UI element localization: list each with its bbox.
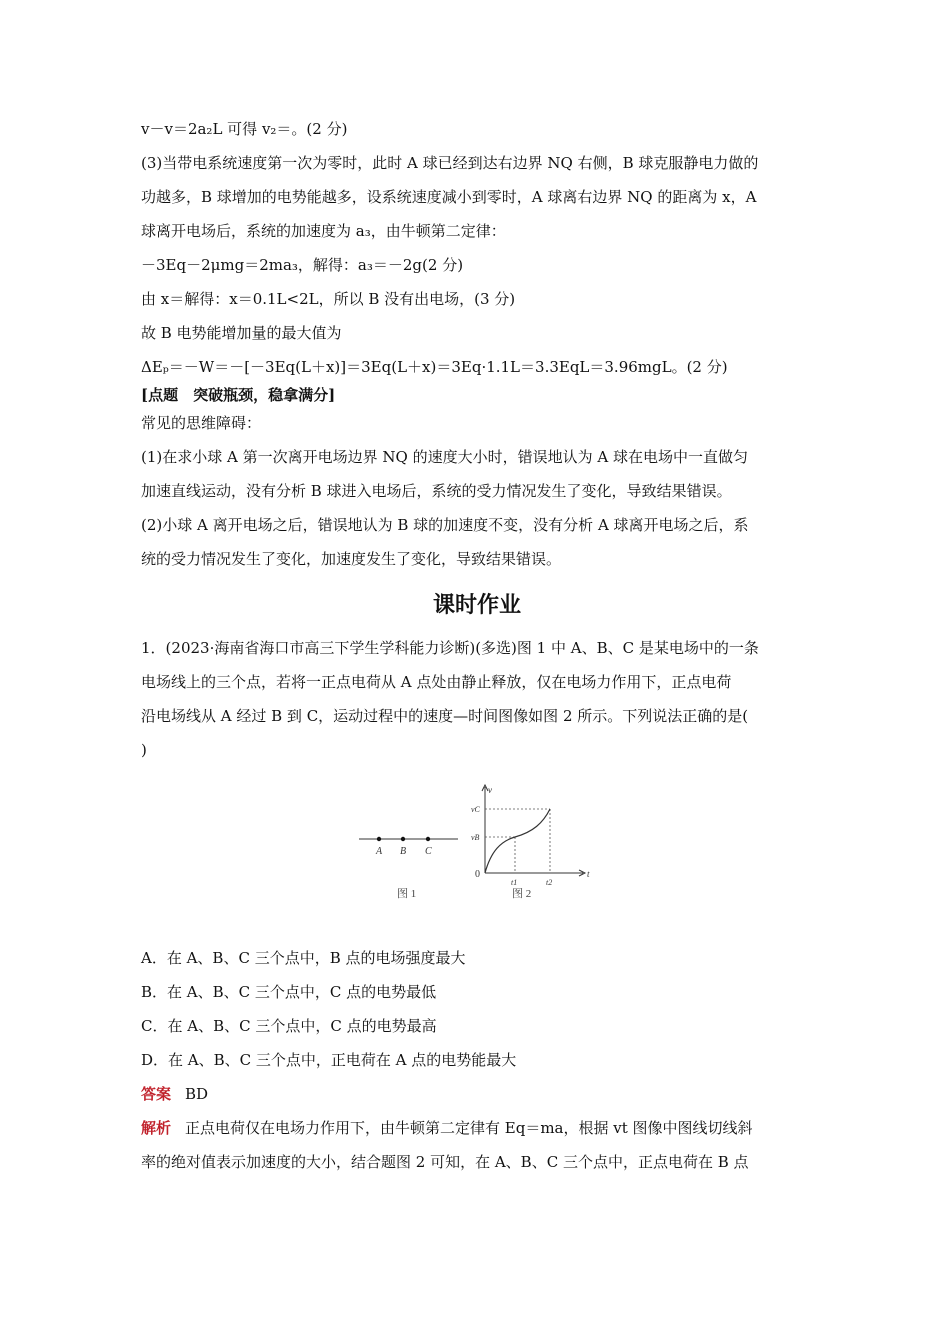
option-a: A．在 A、B、C 三个点中，B 点的电场强度最大 — [141, 949, 466, 967]
document-page — [141, 118, 813, 1173]
option-c: C．在 A、B、C 三个点中，C 点的电势最高 — [141, 1017, 437, 1035]
point-b-label: B — [400, 846, 407, 857]
answer-label: 答案 — [141, 1085, 172, 1103]
solution-line: －3Eq－2μmg＝2ma₃，解得：a₃＝－2g(2 分) — [141, 256, 464, 274]
solution-line: 功越多，B 球增加的电势能越多，设系统速度减小到零时，A 球离右边界 NQ 的距离为 x，A — [141, 188, 757, 206]
solution-line: v－v＝2a₂L 可得 v₂＝。(2 分) — [141, 120, 348, 138]
question-line: 沿电场线从 A 经过 B 到 C，运动过程中的速度—时间图像如图 2 所示。下列说法正确的是( — [141, 707, 749, 725]
question-figure — [141, 779, 813, 925]
t1-label: t1 — [511, 878, 518, 887]
question-line: 1．(2023·海南省海口市高三下学生学科能力诊断)(多选)图 1 中 A、B、C 是某电场中的一条 — [141, 639, 759, 657]
question-line: ) — [141, 741, 147, 759]
analysis-line — [141, 1117, 813, 1139]
tip-line: 常见的思维障碍： — [141, 414, 262, 432]
answer-line — [141, 1083, 813, 1105]
solution-line: 球离开电场后，系统的加速度为 a₃，由牛顿第二定律： — [141, 222, 506, 240]
solution-line: 由 x＝解得：x＝0.1L<2L，所以 B 没有出电场，(3 分) — [141, 290, 516, 308]
point-c — [426, 837, 430, 841]
section-title: 课时作业 — [432, 593, 521, 618]
figure-svg — [141, 779, 813, 925]
tip-line: (1)在求小球 A 第一次离开电场边界 NQ 的速度大小时，错误地认为 A 球在电场中一直做匀 — [141, 448, 748, 466]
point-a-label: A — [376, 846, 383, 857]
analysis-line: 率的绝对值表示加速度的大小，结合题图 2 可知，在 A、B、C 三个点中，正点电荷在 B 点 — [141, 1153, 749, 1171]
t-axis-label: t — [587, 869, 590, 879]
vb-label: vB — [471, 833, 480, 842]
point-c-label: C — [425, 846, 432, 857]
tip-line: 统的受力情况发生了变化，加速度发生了变化，导致结果错误。 — [141, 550, 562, 568]
tip-line: (2)小球 A 离开电场之后，错误地认为 B 球的加速度不变，没有分析 A 球离开电场之后，系 — [141, 516, 749, 534]
fig1-caption: 图 1 — [397, 888, 417, 900]
origin-label: 0 — [475, 869, 480, 880]
question-line: 电场线上的三个点，若将一正点电荷从 A 点处由静止释放，仅在电场力作用下，正点电荷 — [141, 673, 732, 691]
vc-label: vC — [471, 805, 480, 814]
v-axis-label: v — [488, 785, 492, 795]
analysis-label: 解析 — [141, 1119, 172, 1137]
solution-line: 故 B 电势能增加量的最大值为 — [141, 324, 342, 342]
tip-heading: [点题 突破瓶颈，稳拿满分] — [141, 386, 336, 404]
option-b: B．在 A、B、C 三个点中，C 点的电势最低 — [141, 983, 437, 1001]
point-b — [401, 837, 405, 841]
solution-line: (3)当带电系统速度第一次为零时，此时 A 球已经到达右边界 NQ 右侧，B 球克服静电力做的 — [141, 154, 759, 172]
point-a — [377, 837, 381, 841]
t2-label: t2 — [546, 878, 553, 887]
fig2-caption: 图 2 — [512, 888, 532, 900]
answer-value: BD — [185, 1085, 209, 1103]
tip-line: 加速直线运动，没有分析 B 球进入电场后，系统的受力情况发生了变化，导致结果错误。 — [141, 482, 732, 500]
velocity-curve — [485, 809, 550, 873]
analysis-text: 正点电荷仅在电场力作用下，由牛顿第二定律有 Eq＝ma，根据 vt 图像中图线切线斜 — [185, 1119, 753, 1137]
option-d: D．在 A、B、C 三个点中，正电荷在 A 点的电势能最大 — [141, 1051, 517, 1069]
solution-line: ΔEₚ＝－W＝－[－3Eq(L＋x)]＝3Eq(L＋x)＝3Eq·1.1L＝3.3EqL＝3.96mgL。(2 分) — [141, 358, 728, 376]
